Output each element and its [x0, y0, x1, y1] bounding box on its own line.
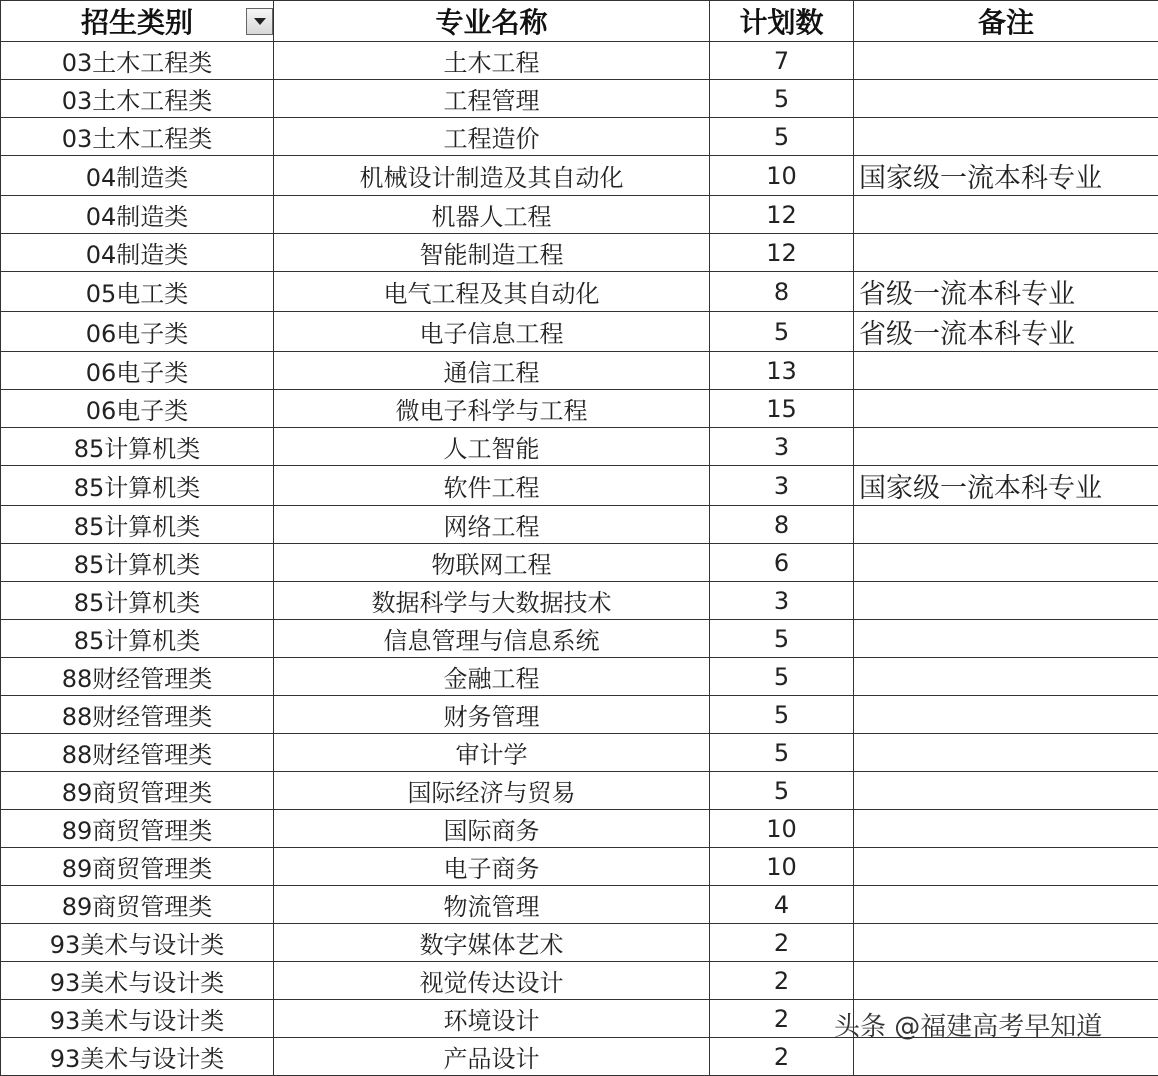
cell-major[interactable]: 视觉传达设计 — [274, 962, 710, 1000]
cell-plan[interactable]: 5 — [710, 734, 854, 772]
cell-category[interactable]: 85计算机类 — [1, 620, 274, 658]
cell-remark[interactable] — [854, 80, 1158, 118]
cell-plan[interactable]: 3 — [710, 466, 854, 506]
cell-category[interactable]: 85计算机类 — [1, 466, 274, 506]
cell-category[interactable]: 03土木工程类 — [1, 80, 274, 118]
cell-major[interactable]: 网络工程 — [274, 506, 710, 544]
cell-major[interactable]: 物流管理 — [274, 886, 710, 924]
table-row — [1, 234, 1158, 272]
table-row — [1, 734, 1158, 772]
cell-plan[interactable]: 4 — [710, 886, 854, 924]
cell-remark[interactable] — [854, 506, 1158, 544]
cell-category[interactable]: 03土木工程类 — [1, 118, 274, 156]
cell-category[interactable]: 88财经管理类 — [1, 658, 274, 696]
cell-remark[interactable]: 省级一流本科专业 — [854, 272, 1158, 312]
cell-remark[interactable] — [854, 544, 1158, 582]
cell-plan[interactable]: 8 — [710, 506, 854, 544]
cell-major[interactable]: 软件工程 — [274, 466, 710, 506]
table-row — [1, 620, 1158, 658]
cell-category[interactable]: 89商贸管理类 — [1, 810, 274, 848]
cell-major[interactable]: 国际经济与贸易 — [274, 772, 710, 810]
cell-category[interactable]: 85计算机类 — [1, 506, 274, 544]
cell-remark[interactable]: 国家级一流本科专业 — [854, 466, 1158, 506]
header-major: 专业名称 — [274, 1, 710, 42]
header-row — [1, 1, 1158, 42]
cell-category[interactable]: 06电子类 — [1, 390, 274, 428]
table-row — [1, 312, 1158, 352]
cell-plan[interactable]: 5 — [710, 772, 854, 810]
cell-major[interactable]: 通信工程 — [274, 352, 710, 390]
cell-category[interactable]: 85计算机类 — [1, 544, 274, 582]
cell-remark[interactable] — [854, 658, 1158, 696]
cell-remark[interactable] — [854, 696, 1158, 734]
cell-plan[interactable]: 10 — [710, 156, 854, 196]
table-row — [1, 196, 1158, 234]
table-row — [1, 658, 1158, 696]
cell-major[interactable]: 电子商务 — [274, 848, 710, 886]
filter-dropdown-icon[interactable] — [246, 8, 273, 35]
table-row — [1, 544, 1158, 582]
table-row — [1, 390, 1158, 428]
table-row — [1, 42, 1158, 80]
cell-plan[interactable]: 3 — [710, 428, 854, 466]
cell-major[interactable]: 工程造价 — [274, 118, 710, 156]
cell-remark[interactable]: 国家级一流本科专业 — [854, 156, 1158, 196]
cell-major[interactable]: 物联网工程 — [274, 544, 710, 582]
cell-category[interactable]: 03土木工程类 — [1, 42, 274, 80]
cell-remark[interactable] — [854, 772, 1158, 810]
cell-category[interactable]: 85计算机类 — [1, 582, 274, 620]
cell-major[interactable]: 数据科学与大数据技术 — [274, 582, 710, 620]
cell-remark[interactable] — [854, 1038, 1158, 1076]
cell-category[interactable]: 04制造类 — [1, 156, 274, 196]
cell-major[interactable]: 工程管理 — [274, 80, 710, 118]
cell-remark[interactable]: 省级一流本科专业 — [854, 312, 1158, 352]
cell-category[interactable]: 04制造类 — [1, 234, 274, 272]
cell-major[interactable]: 国际商务 — [274, 810, 710, 848]
cell-plan[interactable]: 12 — [710, 196, 854, 234]
cell-plan[interactable]: 5 — [710, 696, 854, 734]
cell-category[interactable]: 05电工类 — [1, 272, 274, 312]
cell-major[interactable]: 智能制造工程 — [274, 234, 710, 272]
cell-category[interactable]: 93美术与设计类 — [1, 1000, 274, 1038]
cell-plan[interactable]: 2 — [710, 962, 854, 1000]
cell-category[interactable]: 88财经管理类 — [1, 734, 274, 772]
cell-plan[interactable]: 2 — [710, 1038, 854, 1076]
cell-plan[interactable]: 10 — [710, 810, 854, 848]
cell-major[interactable]: 产品设计 — [274, 1038, 710, 1076]
cell-remark[interactable] — [854, 352, 1158, 390]
cell-category[interactable]: 93美术与设计类 — [1, 924, 274, 962]
header-category-label: 招生类别 — [81, 6, 193, 39]
cell-category[interactable]: 89商贸管理类 — [1, 848, 274, 886]
cell-remark[interactable] — [854, 734, 1158, 772]
cell-remark[interactable] — [854, 390, 1158, 428]
cell-category[interactable]: 93美术与设计类 — [1, 1038, 274, 1076]
cell-plan[interactable]: 2 — [710, 1000, 854, 1038]
cell-major[interactable]: 人工智能 — [274, 428, 710, 466]
cell-major[interactable]: 环境设计 — [274, 1000, 710, 1038]
cell-major[interactable]: 审计学 — [274, 734, 710, 772]
table-row — [1, 696, 1158, 734]
cell-major[interactable]: 信息管理与信息系统 — [274, 620, 710, 658]
table-row — [1, 772, 1158, 810]
cell-remark[interactable] — [854, 118, 1158, 156]
cell-remark[interactable] — [854, 924, 1158, 962]
cell-plan[interactable]: 5 — [710, 658, 854, 696]
cell-category[interactable]: 04制造类 — [1, 196, 274, 234]
table-row — [1, 466, 1158, 506]
table-row — [1, 118, 1158, 156]
table-row — [1, 506, 1158, 544]
cell-major[interactable]: 财务管理 — [274, 696, 710, 734]
cell-major[interactable]: 数字媒体艺术 — [274, 924, 710, 962]
cell-plan[interactable]: 5 — [710, 312, 854, 352]
cell-major[interactable]: 土木工程 — [274, 42, 710, 80]
header-category — [1, 1, 274, 42]
cell-plan[interactable]: 2 — [710, 924, 854, 962]
cell-remark[interactable] — [854, 848, 1158, 886]
cell-plan[interactable]: 5 — [710, 620, 854, 658]
cell-remark[interactable] — [854, 620, 1158, 658]
table-row — [1, 352, 1158, 390]
cell-plan[interactable]: 5 — [710, 118, 854, 156]
cell-remark[interactable] — [854, 962, 1158, 1000]
cell-category[interactable]: 06电子类 — [1, 352, 274, 390]
cell-plan[interactable]: 12 — [710, 234, 854, 272]
cell-major[interactable]: 金融工程 — [274, 658, 710, 696]
cell-plan[interactable]: 13 — [710, 352, 854, 390]
cell-major[interactable]: 机械设计制造及其自动化 — [274, 156, 710, 196]
cell-category[interactable]: 89商贸管理类 — [1, 772, 274, 810]
cell-remark[interactable] — [854, 886, 1158, 924]
cell-remark[interactable] — [854, 428, 1158, 466]
cell-plan[interactable]: 8 — [710, 272, 854, 312]
table-row — [1, 272, 1158, 312]
watermark-text: 头条 @福建高考早知道 — [834, 1006, 1102, 1043]
cell-major[interactable]: 电气工程及其自动化 — [274, 272, 710, 312]
table-row — [1, 886, 1158, 924]
cell-remark[interactable] — [854, 810, 1158, 848]
cell-major[interactable]: 机器人工程 — [274, 196, 710, 234]
cell-major[interactable]: 微电子科学与工程 — [274, 390, 710, 428]
cell-category[interactable]: 06电子类 — [1, 312, 274, 352]
cell-category[interactable]: 93美术与设计类 — [1, 962, 274, 1000]
cell-plan[interactable]: 5 — [710, 80, 854, 118]
cell-remark[interactable] — [854, 582, 1158, 620]
cell-remark[interactable] — [854, 234, 1158, 272]
table-row — [1, 1038, 1158, 1076]
cell-plan[interactable]: 10 — [710, 848, 854, 886]
cell-category[interactable]: 85计算机类 — [1, 428, 274, 466]
cell-remark[interactable] — [854, 42, 1158, 80]
table-row — [1, 810, 1158, 848]
cell-plan[interactable]: 7 — [710, 42, 854, 80]
cell-remark[interactable] — [854, 196, 1158, 234]
table-row — [1, 80, 1158, 118]
cell-category[interactable]: 89商贸管理类 — [1, 886, 274, 924]
table-row — [1, 582, 1158, 620]
cell-plan[interactable]: 6 — [710, 544, 854, 582]
cell-plan[interactable]: 15 — [710, 390, 854, 428]
table-row — [1, 962, 1158, 1000]
header-plan: 计划数 — [710, 1, 854, 42]
table-row — [1, 848, 1158, 886]
header-remark: 备注 — [854, 1, 1158, 42]
cell-major[interactable]: 电子信息工程 — [274, 312, 710, 352]
cell-category[interactable]: 88财经管理类 — [1, 696, 274, 734]
table-row — [1, 924, 1158, 962]
cell-plan[interactable]: 3 — [710, 582, 854, 620]
table-row — [1, 156, 1158, 196]
table-row — [1, 428, 1158, 466]
